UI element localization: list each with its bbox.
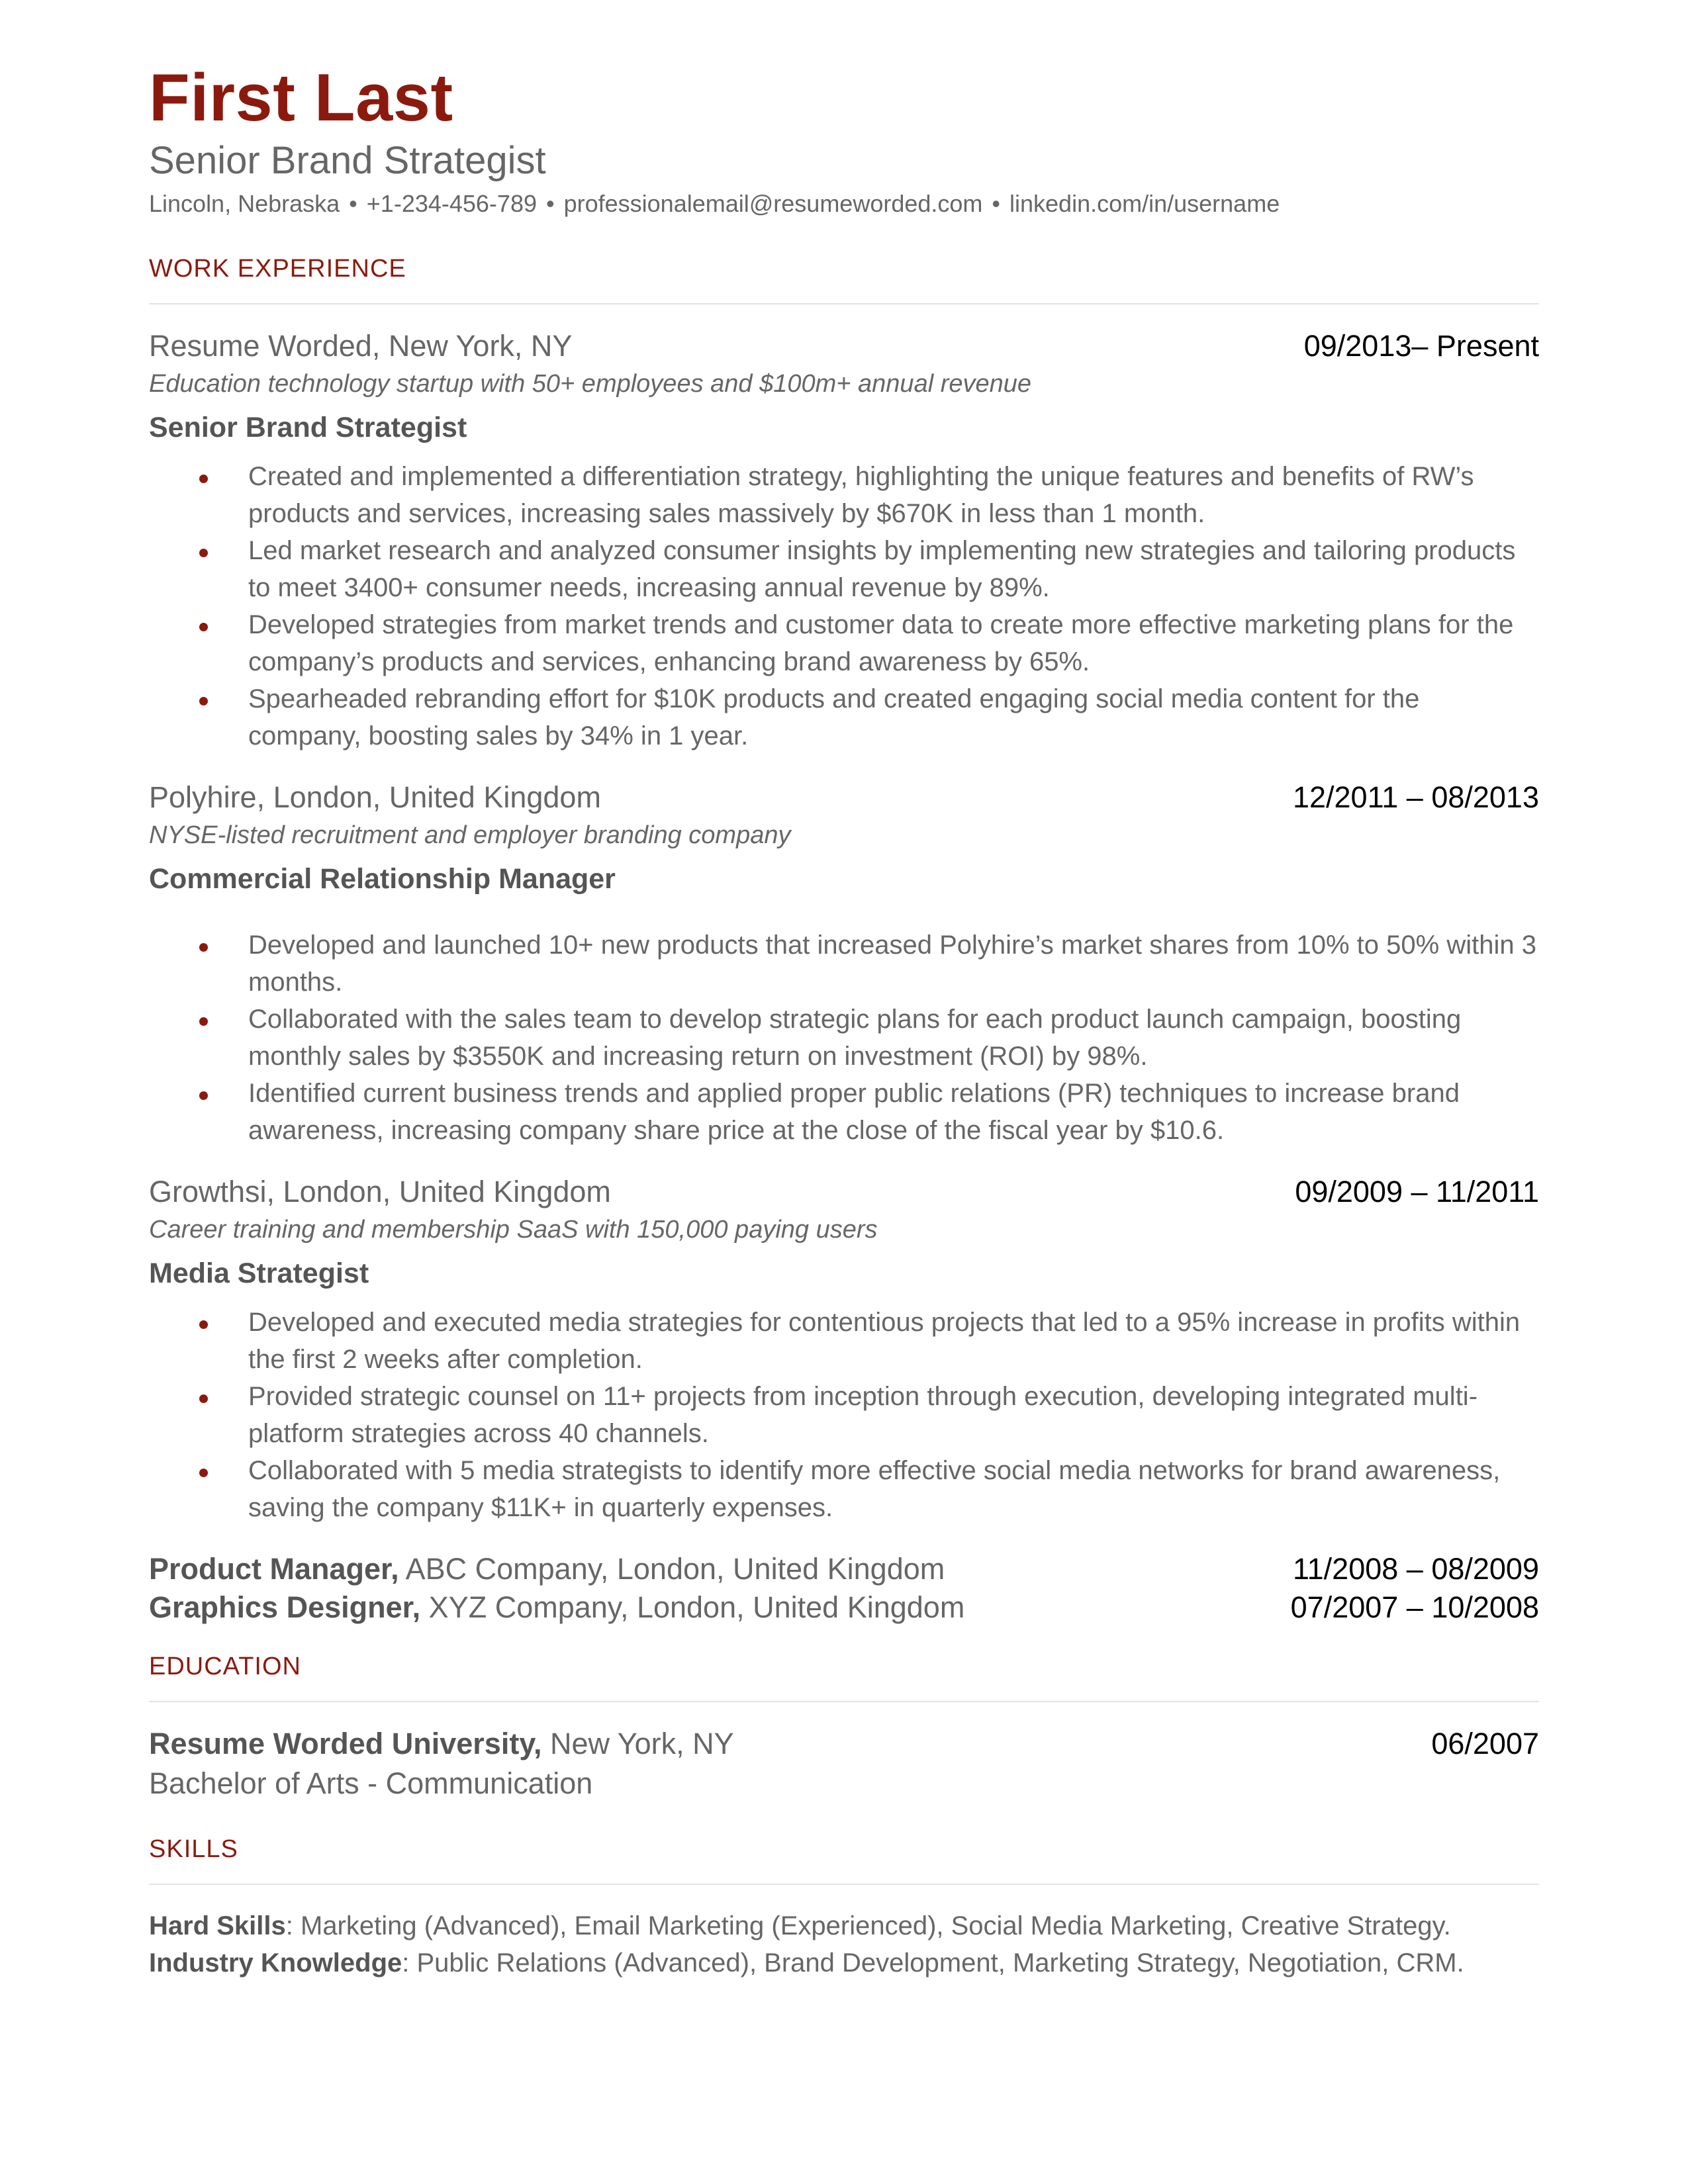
bullet-dot-icon <box>199 1320 208 1329</box>
bullet-text: Identified current business trends and applied proper public relations (PR) techniques to increase brand awareness, increasing company share price at the close of the fiscal year by $10.6. <box>248 1079 1460 1145</box>
contact-separator: • <box>992 190 1001 217</box>
job-description: NYSE-listed recruitment and employer branding company <box>149 821 791 849</box>
bullet-dot-icon <box>199 1017 208 1026</box>
short-role-title <box>149 1550 945 1588</box>
job-bullets <box>149 1304 1539 1526</box>
job-description: Education technology startup with 50+ employees and $100m+ annual revenue <box>149 370 1032 398</box>
contact-linkedin[interactable]: linkedin.com/in/username <box>1009 190 1280 217</box>
short-role-company: ABC Company, London, United Kingdom <box>399 1552 945 1586</box>
job-description: Career training and membership SaaS with 150,000 paying users <box>149 1216 878 1244</box>
contact-email[interactable]: professionalemail@resumeworded.com <box>563 190 983 217</box>
short-role-dates: 11/2008 – 08/2009 <box>1292 1552 1539 1586</box>
bullet-text: Collaborated with 5 media strategists to identify more effective social media networks for brand awareness, saving the company $11K+ in quarterly expenses. <box>248 1456 1501 1522</box>
short-role-title <box>149 1588 964 1627</box>
contact-location: Lincoln, Nebraska <box>149 190 340 217</box>
short-role-company: XYZ Company, London, United Kingdom <box>420 1590 965 1624</box>
bullet-text: Led market research and analyzed consumer insights by implementing new strategies and tailoring products to meet 3400+ consumer needs, increasing annual revenue by 89%. <box>248 536 1516 602</box>
section-divider <box>149 1701 1539 1702</box>
contact-line <box>149 189 1539 218</box>
bullet-item <box>149 1075 1539 1149</box>
bullet-dot-icon <box>199 549 208 557</box>
job-company: Resume Worded, New York, NY <box>149 329 573 363</box>
job-dates: 09/2013– Present <box>1303 329 1539 363</box>
skill-label: Hard Skills <box>149 1911 286 1940</box>
bullet-item <box>149 1452 1539 1526</box>
section-divider <box>149 1884 1539 1885</box>
bullet-dot-icon <box>199 475 208 483</box>
job-role: Media Strategist <box>149 1257 369 1289</box>
skill-value: : Public Relations (Advanced), Brand Development, Marketing Strategy, Negotiation, CRM. <box>402 1948 1464 1978</box>
skill-label: Industry Knowledge <box>149 1948 402 1978</box>
short-role-name: Product Manager, <box>149 1552 399 1586</box>
job-role: Senior Brand Strategist <box>149 412 467 443</box>
education-school: Resume Worded University, <box>149 1727 542 1760</box>
bullet-dot-icon <box>199 1394 208 1403</box>
job-header <box>149 1173 1539 1211</box>
bullet-item <box>149 680 1539 754</box>
short-role-name: Graphics Designer, <box>149 1590 421 1624</box>
contact-separator: • <box>349 190 357 217</box>
contact-phone: +1-234-456-789 <box>366 190 537 217</box>
bullet-text: Spearheaded rebranding effort for $10K products and created engaging social media content for the company, boosting sales by 34% in 1 year. <box>248 684 1420 751</box>
job-header <box>149 327 1539 365</box>
bullet-item <box>149 927 1539 1001</box>
education-school-line <box>149 1725 734 1763</box>
section-heading-skills: SKILLS <box>149 1835 238 1863</box>
job-entry <box>149 327 1539 754</box>
education-entry <box>149 1725 1539 1763</box>
bullet-dot-icon <box>199 697 208 705</box>
bullet-item <box>149 1001 1539 1075</box>
bullet-item <box>149 606 1539 680</box>
short-role-entry <box>149 1550 1539 1588</box>
section-divider <box>149 303 1539 304</box>
short-role-dates: 07/2007 – 10/2008 <box>1290 1590 1539 1624</box>
bullet-text: Developed strategies from market trends and customer data to create more effective marketing plans for the company’s products and services, enhancing brand awareness by 65%. <box>248 610 1514 676</box>
resume-page <box>149 58 1539 1981</box>
job-bullets <box>149 927 1539 1149</box>
job-header <box>149 778 1539 817</box>
candidate-name: First Last <box>149 61 453 135</box>
bullet-item <box>149 1304 1539 1378</box>
job-dates: 12/2011 – 08/2013 <box>1292 780 1539 814</box>
short-role-entry <box>149 1588 1539 1627</box>
bullet-text: Developed and launched 10+ new products that increased Polyhire’s market shares from 10% to 50% within 3 months. <box>248 931 1536 997</box>
education-degree: Bachelor of Arts - Communication <box>149 1766 593 1800</box>
job-dates: 09/2009 – 11/2011 <box>1295 1175 1539 1208</box>
bullet-dot-icon <box>199 943 208 952</box>
bullet-dot-icon <box>199 1469 208 1477</box>
education-date: 06/2007 <box>1431 1727 1539 1760</box>
section-heading-work: WORK EXPERIENCE <box>149 255 406 283</box>
bullet-item <box>149 458 1539 532</box>
bullet-item <box>149 1378 1539 1452</box>
section-heading-education: EDUCATION <box>149 1653 301 1680</box>
job-role: Commercial Relationship Manager <box>149 863 616 895</box>
skill-line <box>149 1944 1539 1981</box>
bullet-text: Provided strategic counsel on 11+ projects from inception through execution, developing integrated multi-platform strategies across 40 channels. <box>248 1382 1478 1448</box>
job-company: Polyhire, London, United Kingdom <box>149 780 601 814</box>
bullet-text: Developed and executed media strategies for contentious projects that led to a 95% increase in profits within the first 2 weeks after completion. <box>248 1308 1521 1374</box>
bullet-text: Collaborated with the sales team to develop strategic plans for each product launch campaign, boosting monthly sales by $3550K and increasing return on investment (ROI) by 98%. <box>248 1005 1462 1071</box>
bullet-item <box>149 532 1539 606</box>
job-company: Growthsi, London, United Kingdom <box>149 1175 611 1208</box>
skill-line <box>149 1907 1539 1944</box>
skill-value: : Marketing (Advanced), Email Marketing (Experienced), Social Media Marketing, Creative Strategy. <box>285 1911 1451 1940</box>
job-bullets <box>149 458 1539 754</box>
bullet-text: Created and implemented a differentiation strategy, highlighting the unique features and benefits of RW’s products and services, increasing sales massively by $670K in less than 1 month. <box>248 462 1474 528</box>
contact-separator: • <box>545 190 555 217</box>
job-entry <box>149 778 1539 1149</box>
bullet-dot-icon <box>199 1091 208 1100</box>
job-entry <box>149 1173 1539 1526</box>
bullet-dot-icon <box>199 623 208 631</box>
candidate-title: Senior Brand Strategist <box>149 139 546 182</box>
education-location: New York, NY <box>541 1727 734 1760</box>
